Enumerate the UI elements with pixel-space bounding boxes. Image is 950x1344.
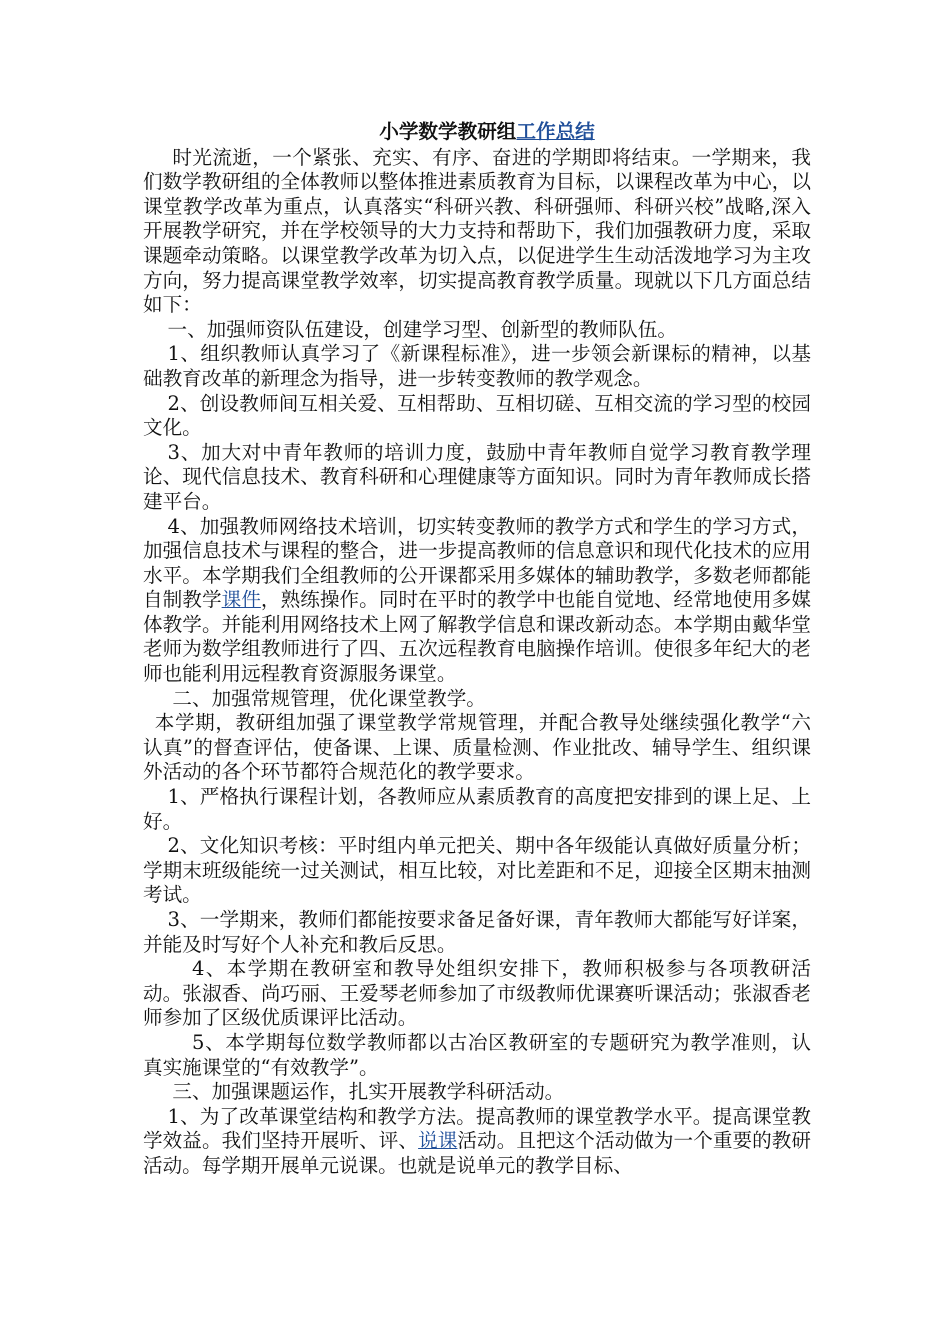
- intro-paragraph: 时光流逝，一个紧张、充实、有序、奋进的学期即将结束。一学期来，我们数学教研组的全体教师以整体推进素质教育为目标，以课程改革为中心，以课堂教学改革为重点，认真落实“科研兴教、科研强师、科研兴校”战略,深入开展教学研究，并在学校领导的大力支持和帮助下，我们加强教研力度，采取课题牵动策略。以课堂教学改革为切入点，以促进学生生动活泼地学习为主攻方向，努力提高课堂教学效率，切实提高教育教学质量。现就以下几方面总结如下：: [143, 145, 811, 317]
- paragraph-3-1: [143, 1105, 811, 1179]
- paragraph-1-4-text-after: ，熟练操作。同时在平时的教学中也能自觉地、经常地使用多媒体教学。并能利用网络技术上网了解教学信息和课改新动态。本学期由戴华堂老师为数学组教师进行了四、五次远程教育电脑操作培训。使很多年纪大的老师也能利用远程教育资源服务课堂。: [143, 588, 812, 686]
- paragraph-1-2: 2、创设教师间互相关爱、互相帮助、互相切磋、互相交流的学习型的校园文化。: [143, 391, 811, 440]
- paragraph-1-1: 1、组织教师认真学习了《新课程标准》，进一步领会新课标的精神，以基础教育改革的新理念为指导，进一步转变教师的教学观念。: [143, 342, 811, 390]
- document-page: [143, 120, 811, 1179]
- title-link[interactable]: 工作总结: [516, 120, 595, 143]
- paragraph-2-3: 3、一学期来，教师们都能按要求备足备好课，青年教师大都能写好详案，并能及时写好个人补充和教后反思。: [143, 908, 811, 956]
- document-title: [143, 120, 811, 145]
- paragraph-3-1-text-after: 活动。且把这个活动做为一个重要的教研活动。每学期开展单元说课。也就是说单元的教学目标、: [143, 1129, 812, 1177]
- paragraph-1-3: 3、加大对中青年教师的培训力度，鼓励中青年教师自觉学习教育教学理论、现代信息技术、教育科研和心理健康等方面知识。同时为青年教师成长搭建平台。: [143, 440, 811, 513]
- paragraph-2-1: 1、严格执行课程计划，各教师应从素质教育的高度把安排到的课上足、上好。: [143, 785, 811, 833]
- paragraph-1-4-text-before: 4、加强教师网络技术培训，切实转变教师的教学方式和学生的学习方式，加强信息技术与课程的整合，进一步提高教师的信息意识和现代化技术的应用水平。本学期我们全组教师的公开课都采用多媒体的辅助教学，多数老师都能自制教学: [143, 514, 811, 612]
- paragraph-2-2: 2、文化知识考核：平时组内单元把关、期中各年级能认真做好质量分析；学期末班级能统一过关测试，相互比较，对比差距和不足，迎接全区期末抽测考试。: [143, 834, 811, 907]
- paragraph-2-intro: 本学期，教研组加强了课堂教学常规管理，并配合教导处继续强化教学“六认真”的督查评估，使备课、上课、质量检测、作业批改、辅导学生、组织课外活动的各个环节都符合规范化的教学要求。: [143, 711, 811, 784]
- section-heading-1: 一、加强师资队伍建设，创建学习型、创新型的教师队伍。: [167, 317, 677, 341]
- title-text: 小学数学教研组: [379, 120, 517, 143]
- courseware-link[interactable]: 课件: [221, 588, 261, 612]
- lesson-presentation-link[interactable]: 说课: [418, 1129, 458, 1153]
- paragraph-2-4: 4、本学期在教研室和教导处组织安排下，教师积极参与各项教研活动。张淑香、尚巧丽、王爱琴老师参加了市级教师优课赛听课活动；张淑香老师参加了区级优质课评比活动。: [143, 957, 811, 1030]
- section-heading-2: 二、加强常规管理，优化课堂教学。: [172, 686, 486, 710]
- paragraph-3-1-text-before: 1、为了改革课堂结构和教学方法。提高教师的课堂教学水平。提高课堂教学效益。我们坚持开展听、评、: [143, 1104, 811, 1153]
- paragraph-1-4: [143, 515, 811, 687]
- paragraph-2-5: 5、本学期每位数学教师都以古冶区教研室的专题研究为教学准则，认真实施课堂的“有效教学”。: [143, 1030, 811, 1079]
- section-heading-3: 三、加强课题运作，扎实开展教学科研活动。: [172, 1080, 565, 1104]
